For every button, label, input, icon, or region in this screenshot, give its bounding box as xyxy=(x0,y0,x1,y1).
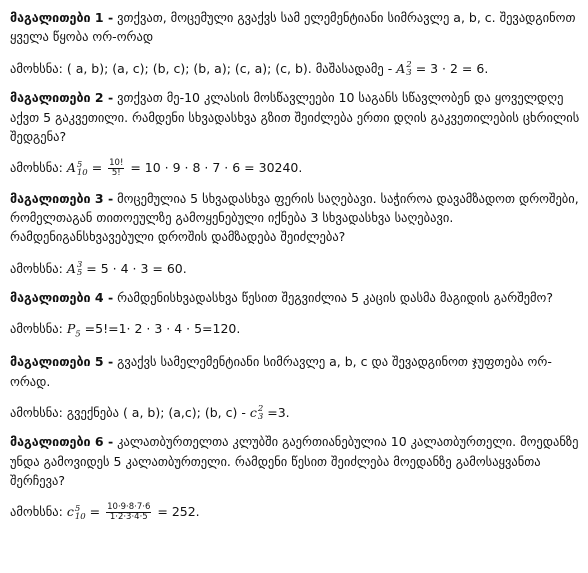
example-5-answer xyxy=(10,403,580,422)
formula-sub: 10 xyxy=(74,511,86,522)
example-4-formula xyxy=(66,321,85,340)
example-1-text: ვთქვათ, მოცემული გვაქვს სამ ელემენტიანი სიმრავლე a, b, c. შევადგინოთ ყველა წყობა ორ-ორად xyxy=(10,10,576,45)
example-1-answer xyxy=(10,59,580,78)
example-6-label: მაგალითები 6 - xyxy=(10,434,114,450)
example-1-answer-prefix: ამოხსნა: xyxy=(10,60,63,76)
formula-sub: 10 xyxy=(76,167,88,178)
example-5-statement xyxy=(10,352,580,391)
formula-sup: 2 xyxy=(406,60,412,71)
example-5-formula-result: =3. xyxy=(267,404,290,420)
example-5-formula xyxy=(249,404,267,423)
formula-letter: A xyxy=(66,260,76,276)
example-6-statement xyxy=(10,432,580,490)
example-6-answer-prefix: ამოხსნა: xyxy=(10,504,63,520)
example-3-formula xyxy=(66,260,86,279)
example-4-answer-prefix: ამოხსნა: xyxy=(10,321,63,337)
example-4-text: რამდენისხვადასხვა წესით შეგვიძლია 5 კაცის დასმა მაგიდის გარშემო? xyxy=(117,290,554,306)
example-1-formula-result: = 3 · 2 = 6. xyxy=(415,60,489,76)
formula-sup: 5 xyxy=(76,159,83,170)
formula-letter: c xyxy=(249,404,257,420)
example-4-label: მაგალითები 4 - xyxy=(10,290,114,306)
example-2-text: ვთქვათ მე-10 კლასის მოსწავლეები 10 საგანს სწავლობენ და ყოველდღე აქვთ 5 გაკვეთილი. რამდენი სხვადასხვა გზით შეიძლება ერთი დღის გაკვეთილების ცხრილის შედგენა? xyxy=(10,90,580,144)
formula-sub: 5 xyxy=(75,329,81,340)
example-4-formula-result: =5!=1· 2 · 3 · 4 · 5=120. xyxy=(84,321,241,337)
example-3-formula-result: = 5 · 4 · 3 = 60. xyxy=(86,260,187,276)
example-5-text: გვაქვს სამელემენტიანი სიმრავლე a, b, c და შევადგინოთ ჯუფთება ორ-ორად. xyxy=(10,354,552,389)
formula-sub: 3 xyxy=(406,68,412,79)
example-3-statement xyxy=(10,189,580,247)
document xyxy=(10,8,580,523)
example-3-answer xyxy=(10,259,580,278)
example-4-answer xyxy=(10,319,580,342)
example-6-fraction xyxy=(106,503,151,523)
example-2-answer: ამოხსნა: A 5 10 = $\frac{10!}{5!}$ = 10 · 9 · 8 · 7 · 6 = 30240. xyxy=(10,157,303,179)
fraction-numerator: 10! xyxy=(109,157,124,168)
example-3-label: მაგალითები 3 - xyxy=(10,190,114,206)
example-1-formula xyxy=(396,60,415,79)
example-2-answer-prefix: ამოხსნა: xyxy=(10,160,63,176)
example-2-formula-result: = 10 · 9 · 8 · 7 · 6 = 30240. xyxy=(130,160,303,176)
formula-sup: 5 xyxy=(74,503,81,514)
example-5-answer-prefix: ამოხსნა: xyxy=(10,404,63,420)
example-6-answer: ამოხსნა: c 5 10 = $\frac{10\cdot 9\cdot 8\cdot 7\cdot 6}{1\cdot 2\cdot 3\cdot 4\cdot 5}$ = 252. xyxy=(10,502,200,523)
formula-sub: 5 xyxy=(76,268,83,279)
example-4-statement xyxy=(10,288,580,307)
example-1-statement xyxy=(10,8,580,47)
formula-sup: 3 xyxy=(76,260,83,271)
fraction-denominator: 5! xyxy=(111,168,121,179)
example-6-text: კალათბურთელთა კლუბში გაერთიანებულია 10 კალათბურთელი. მოედანზე უნდა გამოვიდეს 5 კალათბურთელი. რამდენი წესით შეიძლება მოედანზე გამოსაყვანთა შერჩევა? xyxy=(10,434,579,489)
example-3-text: მოცემულია 5 სხვადასხვა ფერის საღებავი. საჭიროა დავამზადოთ დროშები, რომელთაგან თითოეულზე გამოყენებული იქნება 3 სხვადასხვა საღებავი. რამდენიგანსხვავებული დროშის დამზადება შეიძლება? xyxy=(10,190,579,245)
example-5-label: მაგალითები 5 - xyxy=(10,354,114,370)
example-3-answer-prefix: ამოხსნა: xyxy=(10,260,63,276)
fraction-denominator: 1·2·3·4·5 xyxy=(109,512,148,523)
example-2-label: მაგალითები 2 - xyxy=(10,90,114,106)
formula-letter: P xyxy=(66,321,76,337)
example-2-fraction xyxy=(108,159,124,179)
example-2-formula xyxy=(66,159,92,178)
example-5-answer-text: გვექნება ( a, b); (a,c); (b, c) - xyxy=(66,404,246,420)
example-6-formula-result: = 252. xyxy=(157,504,200,520)
example-2-statement xyxy=(10,88,580,146)
formula-letter: A xyxy=(396,60,406,76)
example-1-answer-text: ( a, b); (a, c); (b, c); (b, a); (c, a); (c, b). მაშასადამე - xyxy=(66,60,393,76)
formula-letter: A xyxy=(66,160,76,176)
formula-sub: 3 xyxy=(257,412,264,423)
example-6-formula xyxy=(66,503,90,522)
fraction-numerator: 10·9·8·7·6 xyxy=(107,502,151,513)
formula-sup: 2 xyxy=(257,404,264,415)
formula-letter: c xyxy=(66,504,74,520)
example-1-label: მაგალითები 1 - xyxy=(10,10,114,25)
